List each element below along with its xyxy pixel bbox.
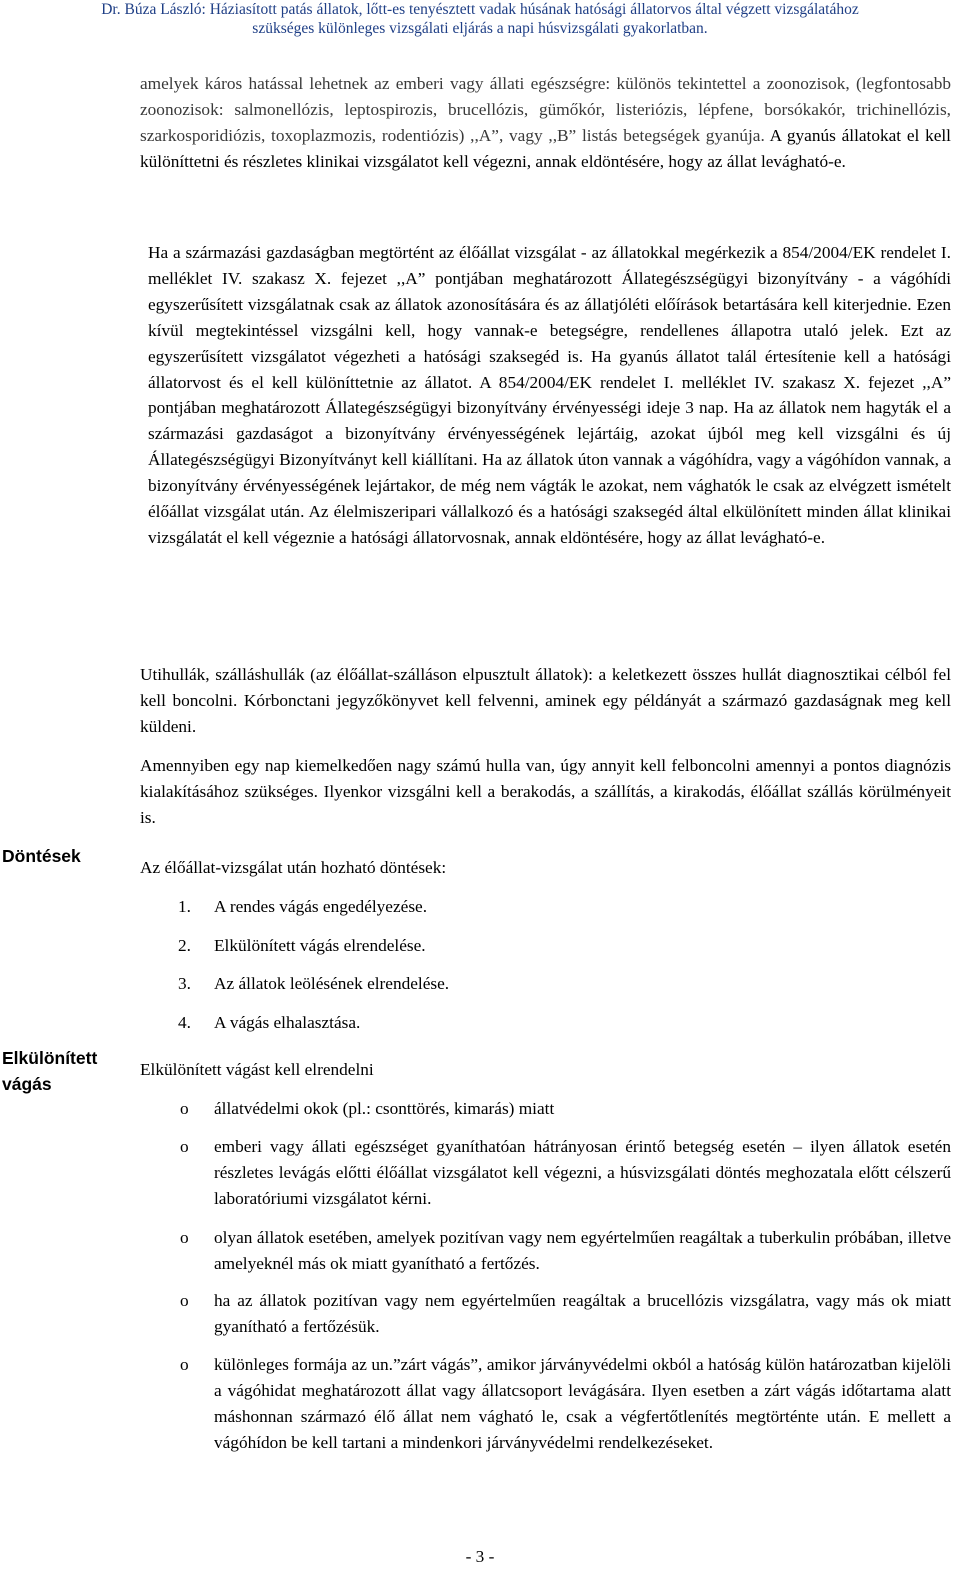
item-text: olyan állatok esetében, amelyek pozitívan vagy nem egyértelműen reagáltak a tuberkulin próbában, illetve amelyeknél más ok miatt gyanítható a fertőzés. bbox=[214, 1227, 951, 1273]
list-item bbox=[178, 1288, 951, 1340]
list-item bbox=[178, 1225, 951, 1277]
side-label-line-1: Elkülönített bbox=[2, 1048, 98, 1068]
list-item bbox=[178, 971, 449, 1010]
intro-text-grey: amelyek káros hatással lehetnek az emberi vagy állati egészségre: különös tekintettel a zoonozisok, (legfontosabb zoonozisok: salmonellózis, leptospirozis, brucellózis, gümőkór, listeriózis, lépfene, borsókakór, trichinellózis, szarkosporidiózis, toxoplazmozis, rodentiózis) ,,A”, vagy ,,B” listás betegségek gyanúja. bbox=[140, 74, 951, 145]
separate-slaughter-list bbox=[178, 1096, 951, 1456]
item-text: különleges formája az un.”zárt vágás”, amikor járványvédelmi okból a hatóság külön határozatban kijelöli a vágóhidat meghatározott állat vagy állatcsoport levágására. Ilyen esetben a zárt vágás időtartama alatt máshonnan származó élő állat nem vágható le, csak a végfertőtlenítés megtörténte után. E mellett a vágóhídon be kell tartani a mindenkori járványvédelmi rendelkezéseket. bbox=[214, 1355, 951, 1452]
side-label-decisions: Döntések bbox=[2, 846, 81, 866]
carcass-paragraph: Utihullák, szálláshullák (az élőállat-szálláson elpusztult állatok): a keletkezett összes hullát diagnosztikai célból fel kell boncolni. Kórbonctani jegyzőkönyvet kell felvenni, aminek egy példányát a származó gazdaságnak meg kell küldeni. bbox=[140, 665, 951, 736]
header-line-2: szükséges különleges vizsgálati eljárás a napi húsvizsgálati gyakorlatban. bbox=[252, 20, 708, 37]
item-text: A rendes vágás engedélyezése. bbox=[214, 897, 428, 916]
separate-slaughter-intro: Elkülönített vágást kell elrendelni bbox=[140, 1060, 374, 1079]
item-text: Az állatok leölésének elrendelése. bbox=[214, 974, 450, 993]
item-number: 2. bbox=[178, 935, 191, 955]
item-text: ha az állatok pozitívan vagy nem egyértelműen reagáltak a brucellózis vizsgálatra, vagy más ok miatt gyanítható a fertőzésük. bbox=[214, 1291, 951, 1337]
bullet-marker: o bbox=[180, 1136, 189, 1156]
item-number: 1. bbox=[178, 897, 191, 916]
list-item bbox=[178, 933, 449, 972]
header-line-1: Dr. Búza László: Háziasított patás állatok, lőtt-es tenyésztett vadak húsának hatósági állatorvos által végzett vizsgálatához bbox=[101, 1, 859, 18]
side-label-separate-slaughter bbox=[2, 1045, 97, 1097]
certificate-paragraph: Ha a származási gazdaságban megtörtént az élőállat vizsgálat - az állatokkal megérkezik a 854/2004/EK rendelet I. melléklet IV. szakasz X. fejezet ,,A” pontjában meghatározott Állategészségügyi bizonyítvány - a vágóhídi egyszerűsített vizsgálatnak csak az állatok azonosítására és az állatjóléti előírások betartására kell kiterjednie. Ezen kívül megtekintéssel vizsgálni kell, hogy vannak-e betegségre, rendellenes állapotra utaló jelek. Ezt az egyszerűsített vizsgálatot végezheti a hatósági szaksegéd is. Ha gyanús állatot talál értesítenie kell a hatósági állatorvost és el kell különíttetnie az állatot. A 854/2004/EK rendelet I. melléklet IV. szakasz X. fejezet ,,A” pontjában meghatározott Állategészségügyi bizonyítvány érvényességi ideje 3 nap. Ha az állatok nem hagyták el a származási gazdaságot a bizonyítvány érvényességének lejártáig, azokat újból meg kell vizsgálni és új Állategészségügyi Bizonyítványt kell kiállítani. Ha az állatok úton vannak a vágóhídra, vagy a vágóhídon vannak, a bizonyítvány érvényességének lejártakor, de még nem vágták le azokat, nem vághatók le csak az elvégzett ismételt élőállat vizsgálat után. Az élelmiszeripari vállalkozó és a hatósági szaksegéd által elkülönített minden állat klinikai vizsgálatát el kell végeznie a hatósági állatorvosnak, annak eldöntésére, hogy az állat levágható-e. bbox=[148, 243, 951, 547]
many-carcasses-paragraph: Amennyiben egy nap kiemelkedően nagy számú hulla van, úgy annyit kell felboncolni amennyi a pontos diagnózis kialakításához szükséges. Ilyenkor vizsgálni kell a berakodás, a szállítás, a kirakodás, élőállat szállás körülményeit is. bbox=[140, 756, 951, 827]
bullet-marker: o bbox=[180, 1099, 189, 1118]
page-number: - 3 - bbox=[465, 1547, 495, 1566]
item-number: 3. bbox=[178, 974, 191, 993]
list-item bbox=[178, 1352, 951, 1456]
decisions-intro: Az élőállat-vizsgálat után hozható döntések: bbox=[140, 858, 447, 877]
bullet-marker: o bbox=[180, 1227, 189, 1247]
item-text: állatvédelmi okok (pl.: csonttörés, kimarás) miatt bbox=[214, 1099, 555, 1118]
list-item bbox=[178, 1134, 951, 1212]
intro-text-dark: A gyanús állatokat el kell különíttetni és részletes klinikai vizsgálatot kell végezni, annak eldöntésére, hogy az állat levágható-e. bbox=[140, 125, 951, 171]
bullet-marker: o bbox=[180, 1355, 189, 1375]
item-number: 4. bbox=[178, 1012, 191, 1032]
decisions-list bbox=[178, 894, 449, 1048]
item-text: A vágás elhalasztása. bbox=[214, 1012, 361, 1032]
bullet-marker: o bbox=[180, 1291, 189, 1311]
running-header bbox=[0, 0, 960, 38]
list-item bbox=[178, 1010, 449, 1049]
item-text: Elkülönített vágás elrendelése. bbox=[214, 935, 426, 955]
intro-paragraph bbox=[140, 71, 951, 175]
list-item bbox=[178, 894, 449, 933]
item-text: emberi vagy állati egészséget gyaníthatóan hátrányosan érintő betegség esetén – ilyen állatok esetén részletes levágás előtti élőállat vizsgálatot kell végezni, a húsvizsgálati döntés meghozatala előtt célszerű laboratóriumi vizsgálatot kérni. bbox=[214, 1136, 951, 1208]
side-label-line-2: vágás bbox=[2, 1074, 52, 1094]
list-item bbox=[178, 1096, 951, 1122]
